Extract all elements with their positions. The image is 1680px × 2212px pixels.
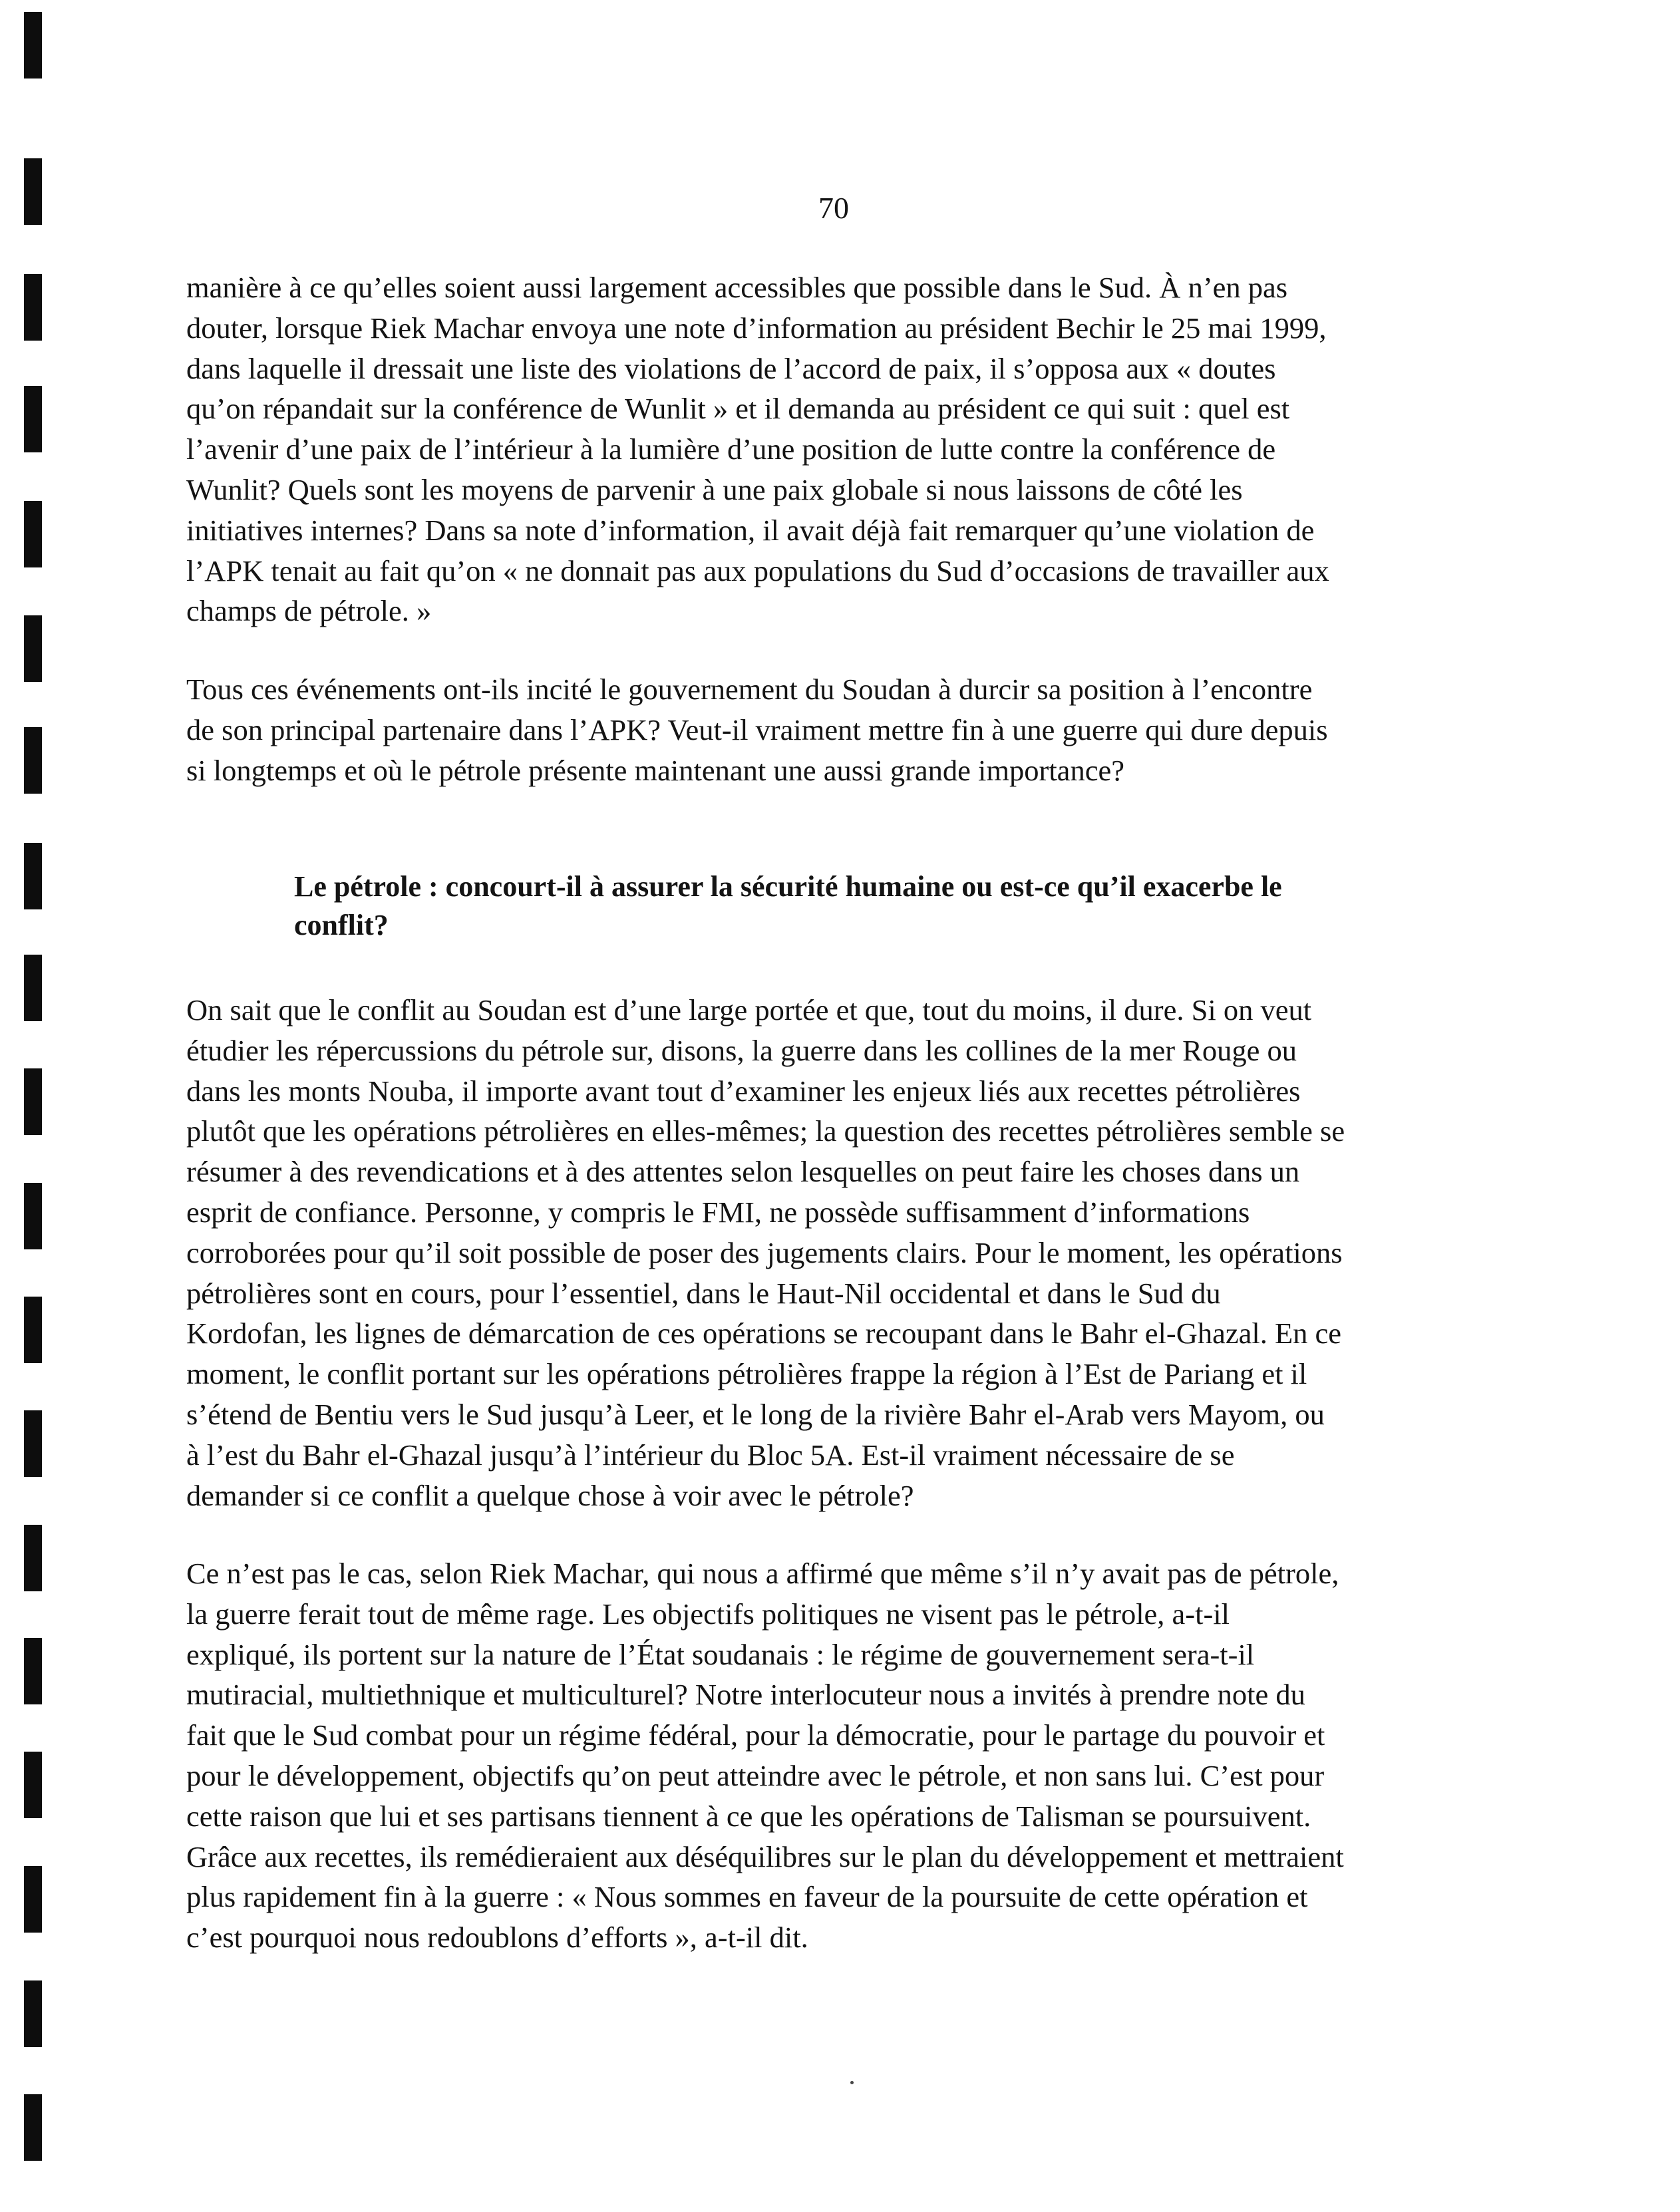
text-line: à l’est du Bahr el-Ghazal jusqu’à l’intérieur du Bloc 5A. Est-il vraiment nécessaire de se [186,1438,1235,1472]
binding-mark [24,1297,42,1363]
text-line: résumer à des revendications et à des attentes selon lesquelles on peut faire les choses dans un [186,1155,1300,1189]
binding-mark [24,158,42,225]
text-line: c’est pourquoi nous redoublons d’efforts », a-t-il dit. [186,1921,808,1955]
text-line: champs de pétrole. » [186,594,432,628]
text-line: pétrolières sont en cours, pour l’essentiel, dans le Haut-Nil occidental et dans le Sud du [186,1276,1221,1310]
text-line: cette raison que lui et ses partisans tiennent à ce que les opérations de Talisman se poursuivent. [186,1799,1311,1833]
text-line: pour le développement, objectifs qu’on peut atteindre avec le pétrole, et non sans lui. C’est pour [186,1758,1325,1792]
text-line: l’avenir d’une paix de l’intérieur à la lumière d’une position de lutte contre la conférence de [186,432,1276,466]
paragraph [186,669,1328,790]
text-line: de son principal partenaire dans l’APK? Veut-il vraiment mettre fin à une guerre qui dure depuis [186,712,1328,746]
binding-mark [24,1183,42,1249]
text-line: expliqué, ils portent sur la nature de l’État soudanais : le régime de gouvernement sera-t-il [186,1637,1255,1671]
text-line: plus rapidement fin à la guerre : « Nous sommes en faveur de la poursuite de cette opération et [186,1880,1308,1914]
paragraph [186,267,1329,631]
heading-line: conflit? [294,909,389,941]
text-line: Tous ces événements ont-ils incité le gouvernement du Soudan à durcir sa position à l’encontre [186,673,1313,706]
text-line: demander si ce conflit a quelque chose à voir avec le pétrole? [186,1478,914,1512]
text-line: dans les monts Nouba, il importe avant tout d’examiner les enjeux liés aux recettes pétrolières [186,1074,1301,1108]
binding-marks [24,0,44,2212]
text-line: dans laquelle il dressait une liste des violations de l’accord de paix, il s’opposa aux « doutes [186,351,1276,385]
binding-mark [24,1752,42,1818]
binding-mark [24,1525,42,1591]
text-line: l’APK tenait au fait qu’on « ne donnait pas aux populations du Sud d’occasions de travailler aux [186,553,1329,587]
page-number: 70 [818,191,849,225]
binding-mark [24,955,42,1021]
text-line: Kordofan, les lignes de démarcation de ces opérations se recoupant dans le Bahr el-Ghazal. En ce [186,1317,1342,1350]
section-heading [294,868,1282,945]
text-line: qu’on répandait sur la conférence de Wunlit » et il demanda au président ce qui suit : quel est [186,392,1290,426]
binding-mark [24,386,42,452]
text-line: mutiracial, multiethnique et multiculturel? Notre interlocuteur nous a invités à prendre note du [186,1678,1305,1712]
binding-mark [24,2094,42,2161]
binding-mark [24,1866,42,1933]
scan-speck [850,2081,854,2084]
text-line: Grâce aux recettes, ils remédieraient aux déséquilibres sur le plan du développement et mettraient [186,1839,1344,1873]
binding-mark [24,274,42,341]
text-line: esprit de confiance. Personne, y compris le FMI, ne possède suffisamment d’informations [186,1195,1250,1229]
heading-line: Le pétrole : concourt-il à assurer la sécurité humaine ou est-ce qu’il exacerbe le [294,870,1282,903]
text-line: initiatives internes? Dans sa note d’information, il avait déjà fait remarquer qu’une violation de [186,513,1315,547]
binding-mark [24,1410,42,1477]
binding-mark [24,727,42,794]
text-line: fait que le Sud combat pour un régime fédéral, pour la démocratie, pour le partage du pouvoir et [186,1718,1325,1752]
binding-mark [24,1638,42,1704]
text-line: la guerre ferait tout de même rage. Les objectifs politiques ne visent pas le pétrole, a-t-il [186,1597,1230,1631]
text-line: Ce n’est pas le cas, selon Riek Machar, qui nous a affirmé que même s’il n’y avait pas de pétrole, [186,1557,1339,1590]
binding-mark [24,615,42,682]
text-line: étudier les répercussions du pétrole sur, disons, la guerre dans les collines de la mer Rouge ou [186,1033,1297,1067]
binding-mark [24,501,42,567]
binding-mark [24,12,42,79]
text-line: manière à ce qu’elles soient aussi largement accessibles que possible dans le Sud. À n’en pas [186,271,1288,304]
text-line: douter, lorsque Riek Machar envoya une note d’information au président Bechir le 25 mai 1999, [186,311,1327,345]
paragraph [186,1553,1344,1958]
text-line: moment, le conflit portant sur les opérations pétrolières frappe la région à l’Est de Pariang et il [186,1357,1307,1391]
text-line: Wunlit? Quels sont les moyens de parvenir à une paix globale si nous laissons de côté les [186,472,1243,506]
binding-mark [24,1068,42,1135]
text-line: On sait que le conflit au Soudan est d’une large portée et que, tout du moins, il dure. Si on veut [186,993,1312,1027]
binding-mark [24,1980,42,2047]
text-line: corroborées pour qu’il soit possible de poser des jugements clairs. Pour le moment, les opérations [186,1235,1343,1269]
paragraph [186,990,1345,1515]
text-line: si longtemps et où le pétrole présente maintenant une aussi grande importance? [186,753,1124,787]
text-line: s’étend de Bentiu vers le Sud jusqu’à Leer, et le long de la rivière Bahr el-Arab vers Mayom, ou [186,1397,1325,1431]
text-line: plutôt que les opérations pétrolières en elles-mêmes; la question des recettes pétrolières semble se [186,1114,1345,1148]
binding-mark [24,843,42,909]
